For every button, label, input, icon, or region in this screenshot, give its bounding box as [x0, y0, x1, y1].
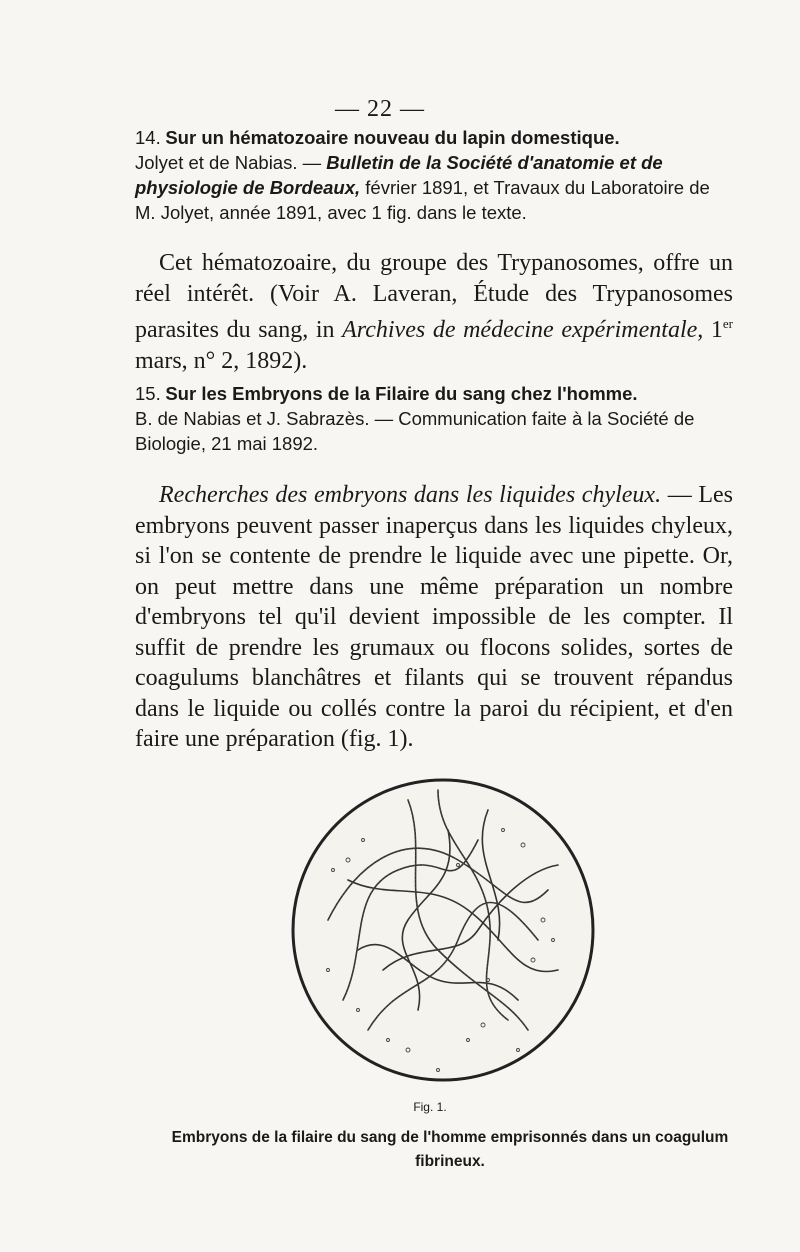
- paragraph-text: Cet hématozoaire, du groupe des Trypanosomes, offre un réel intérêt. (Voir A. Laveran, Étude des Trypanosomes parasites du sang, in: [135, 250, 733, 343]
- section-heading: Recherches des embryons dans les liquides chyleux.: [159, 482, 662, 508]
- paragraph-embryons: [135, 480, 733, 755]
- figure-label: Fig. 1.: [413, 1100, 447, 1114]
- entry-authors: Jolyet et de Nabias. —: [135, 152, 327, 173]
- journal-title: Archives de médecine expérimentale,: [342, 317, 704, 343]
- entry-details: février 1891, et Travaux du Laboratoire de M. Jolyet, année 1891, avec 1 fig. dans le texte.: [135, 177, 710, 223]
- paragraph-trypanosomes: [135, 248, 733, 376]
- entry-title: Sur les Embryons de la Filaire du sang chez l'homme.: [165, 383, 638, 404]
- entry-number: 15.: [135, 383, 161, 404]
- figure-caption: Embryons de la filaire du sang de l'homme emprisonnés dans un coagulum fibrineux.: [171, 1129, 729, 1170]
- entry-details: B. de Nabias et J. Sabrazès. — Communication faite à la Société de Biologie, 21 mai 1892.: [135, 408, 695, 454]
- microscope-figure: [288, 770, 598, 1090]
- ordinal-suffix: er: [722, 316, 734, 331]
- paragraph-text: mars, n° 2, 1892).: [135, 347, 308, 374]
- entry-number: 14.: [135, 127, 161, 148]
- bibliography-entry-15: [135, 382, 735, 457]
- bibliography-entry-14: [135, 126, 735, 226]
- entry-journal: Bulletin de la Société d'anatomie et de physiologie de Bordeaux,: [135, 152, 663, 198]
- paragraph-text: — Les embryons peuvent passer inaperçus dans les liquides chyleux, si l'on se contente de prendre le liquide avec une pipette. Or, on peut mettre dans une même préparation un nombre d'embryons tel qu'il devient impossible de les compter. Il suffit de prendre les grumaux ou flocons solides, sortes de coagulums blanchâtres et filants qui se trouvent répandus dans le liquide ou collés contre la paroi du récipient, et d'en faire une préparation (fig. 1).: [135, 482, 733, 752]
- entry-title: Sur un hématozoaire nouveau du lapin domestique.: [165, 127, 620, 148]
- paragraph-text: 1: [703, 317, 723, 343]
- page-number: — 22 —: [335, 96, 425, 122]
